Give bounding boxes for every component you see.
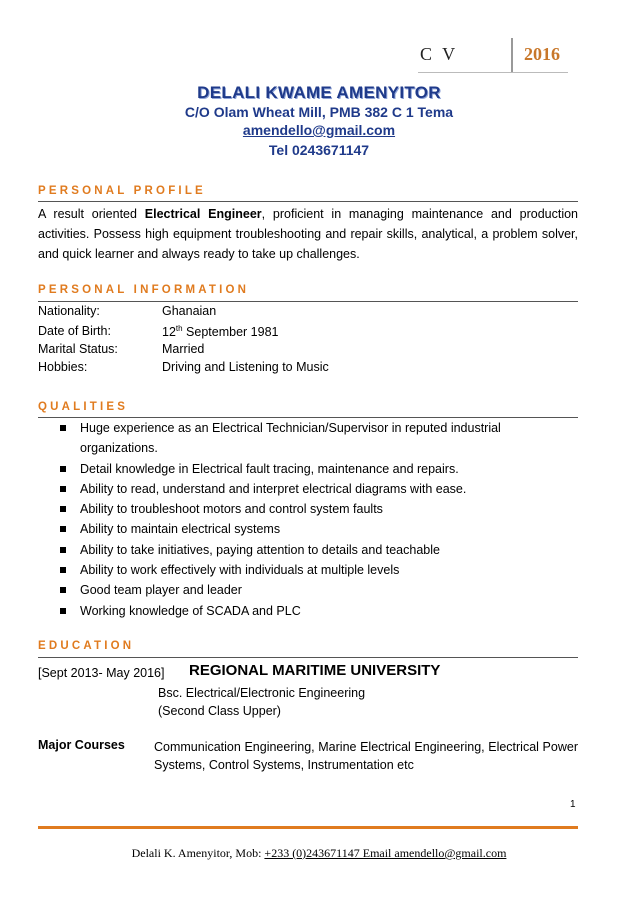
education-institution: REGIONAL MARITIME UNIVERSITY bbox=[189, 662, 441, 679]
header-divider bbox=[511, 38, 513, 72]
section-heading-qualities: QUALITIES bbox=[38, 401, 129, 413]
candidate-name: DELALI KWAME AMENYITOR bbox=[197, 83, 441, 102]
quality-text: Ability to work effectively with individuals at multiple levels bbox=[80, 563, 400, 578]
bullet-icon bbox=[60, 425, 66, 431]
info-row bbox=[38, 324, 279, 340]
list-item bbox=[58, 560, 568, 580]
education-class: (Second Class Upper) bbox=[158, 704, 281, 718]
bullet-icon bbox=[60, 466, 66, 472]
contact-address: C/O Olam Wheat Mill, PMB 382 C 1 Tema bbox=[184, 104, 454, 120]
profile-text bbox=[38, 204, 578, 264]
education-degree: Bsc. Electrical/Electronic Engineering bbox=[158, 686, 366, 700]
major-courses-label: Major Courses bbox=[38, 738, 125, 752]
profile-text-end: , proficient in managing maintenance and production activities. Possess high equipment troubleshooting and repair skills, analytical, a problem solver, and quick learner and always ready to take up challenges. bbox=[38, 207, 579, 261]
section-rule bbox=[38, 657, 578, 658]
info-value: Ghanaian bbox=[162, 304, 217, 318]
page-number: 1 bbox=[570, 799, 576, 810]
list-item bbox=[58, 601, 568, 621]
info-row bbox=[38, 342, 205, 356]
info-row bbox=[38, 304, 217, 318]
info-label: Nationality: bbox=[38, 304, 100, 318]
list-item bbox=[58, 580, 568, 600]
footer-prefix: Delali K. Amenyitor, Mob: bbox=[131, 846, 265, 860]
bullet-icon bbox=[60, 567, 66, 573]
quality-text: Ability to take initiatives, paying attention to details and teachable bbox=[80, 542, 440, 557]
info-label: Hobbies: bbox=[38, 360, 88, 374]
quality-text: Working knowledge of SCADA and PLC bbox=[80, 603, 301, 618]
bullet-icon bbox=[60, 486, 66, 492]
header-underline bbox=[418, 72, 568, 73]
list-item bbox=[58, 418, 568, 459]
footer-text bbox=[0, 846, 638, 861]
info-row bbox=[38, 360, 329, 374]
bullet-icon bbox=[60, 547, 66, 553]
section-heading-profile: PERSONAL PROFILE bbox=[38, 185, 206, 197]
qualities-list bbox=[58, 418, 568, 621]
info-label: Marital Status: bbox=[38, 342, 118, 356]
dob-rest: September 1981 bbox=[182, 325, 279, 340]
section-heading-education: EDUCATION bbox=[38, 640, 135, 652]
footer-contact-link[interactable]: +233 (0)243671147 Email amendello@gmail.com bbox=[264, 846, 507, 860]
major-courses-text: Communication Engineering, Marine Electrical Engineering, Electrical Power Systems, Control Systems, Instrumentation etc bbox=[154, 740, 578, 772]
profile-text-start: A result oriented bbox=[38, 207, 145, 221]
list-item bbox=[58, 479, 568, 499]
info-value: Driving and Listening to Music bbox=[162, 360, 329, 374]
education-period: [Sept 2013- May 2016] bbox=[38, 666, 165, 680]
header-cv-label: C V bbox=[420, 44, 459, 64]
section-rule bbox=[38, 201, 578, 202]
list-item bbox=[58, 540, 568, 560]
profile-text-bold: Electrical Engineer bbox=[144, 207, 262, 221]
quality-text: Ability to read, understand and interpret electrical diagrams with ease. bbox=[80, 481, 467, 496]
footer-rule bbox=[38, 826, 578, 829]
quality-text: Good team player and leader bbox=[80, 583, 242, 598]
bullet-icon bbox=[60, 506, 66, 512]
header-year: 2016 bbox=[524, 44, 560, 64]
list-item bbox=[58, 459, 568, 479]
bullet-icon bbox=[60, 587, 66, 593]
section-rule bbox=[38, 301, 578, 302]
list-item bbox=[58, 519, 568, 539]
contact-phone: Tel 0243671147 bbox=[268, 142, 370, 158]
info-label: Date of Birth: bbox=[38, 324, 111, 338]
info-value bbox=[162, 324, 278, 339]
bullet-icon bbox=[60, 526, 66, 532]
quality-text: Huge experience as an Electrical Technician/Supervisor in reputed industrial organizations. bbox=[80, 421, 501, 456]
dob-suffix: th bbox=[175, 324, 183, 333]
section-heading-info: PERSONAL INFORMATION bbox=[38, 284, 250, 296]
contact-email-link[interactable]: amendello@gmail.com bbox=[242, 122, 396, 138]
info-value: Married bbox=[162, 342, 205, 356]
list-item bbox=[58, 499, 568, 519]
bullet-icon bbox=[60, 608, 66, 614]
quality-text: Ability to troubleshoot motors and control system faults bbox=[80, 502, 383, 517]
dob-day: 12 bbox=[162, 325, 176, 340]
quality-text: Ability to maintain electrical systems bbox=[80, 522, 281, 537]
quality-text: Detail knowledge in Electrical fault tracing, maintenance and repairs. bbox=[80, 461, 459, 476]
